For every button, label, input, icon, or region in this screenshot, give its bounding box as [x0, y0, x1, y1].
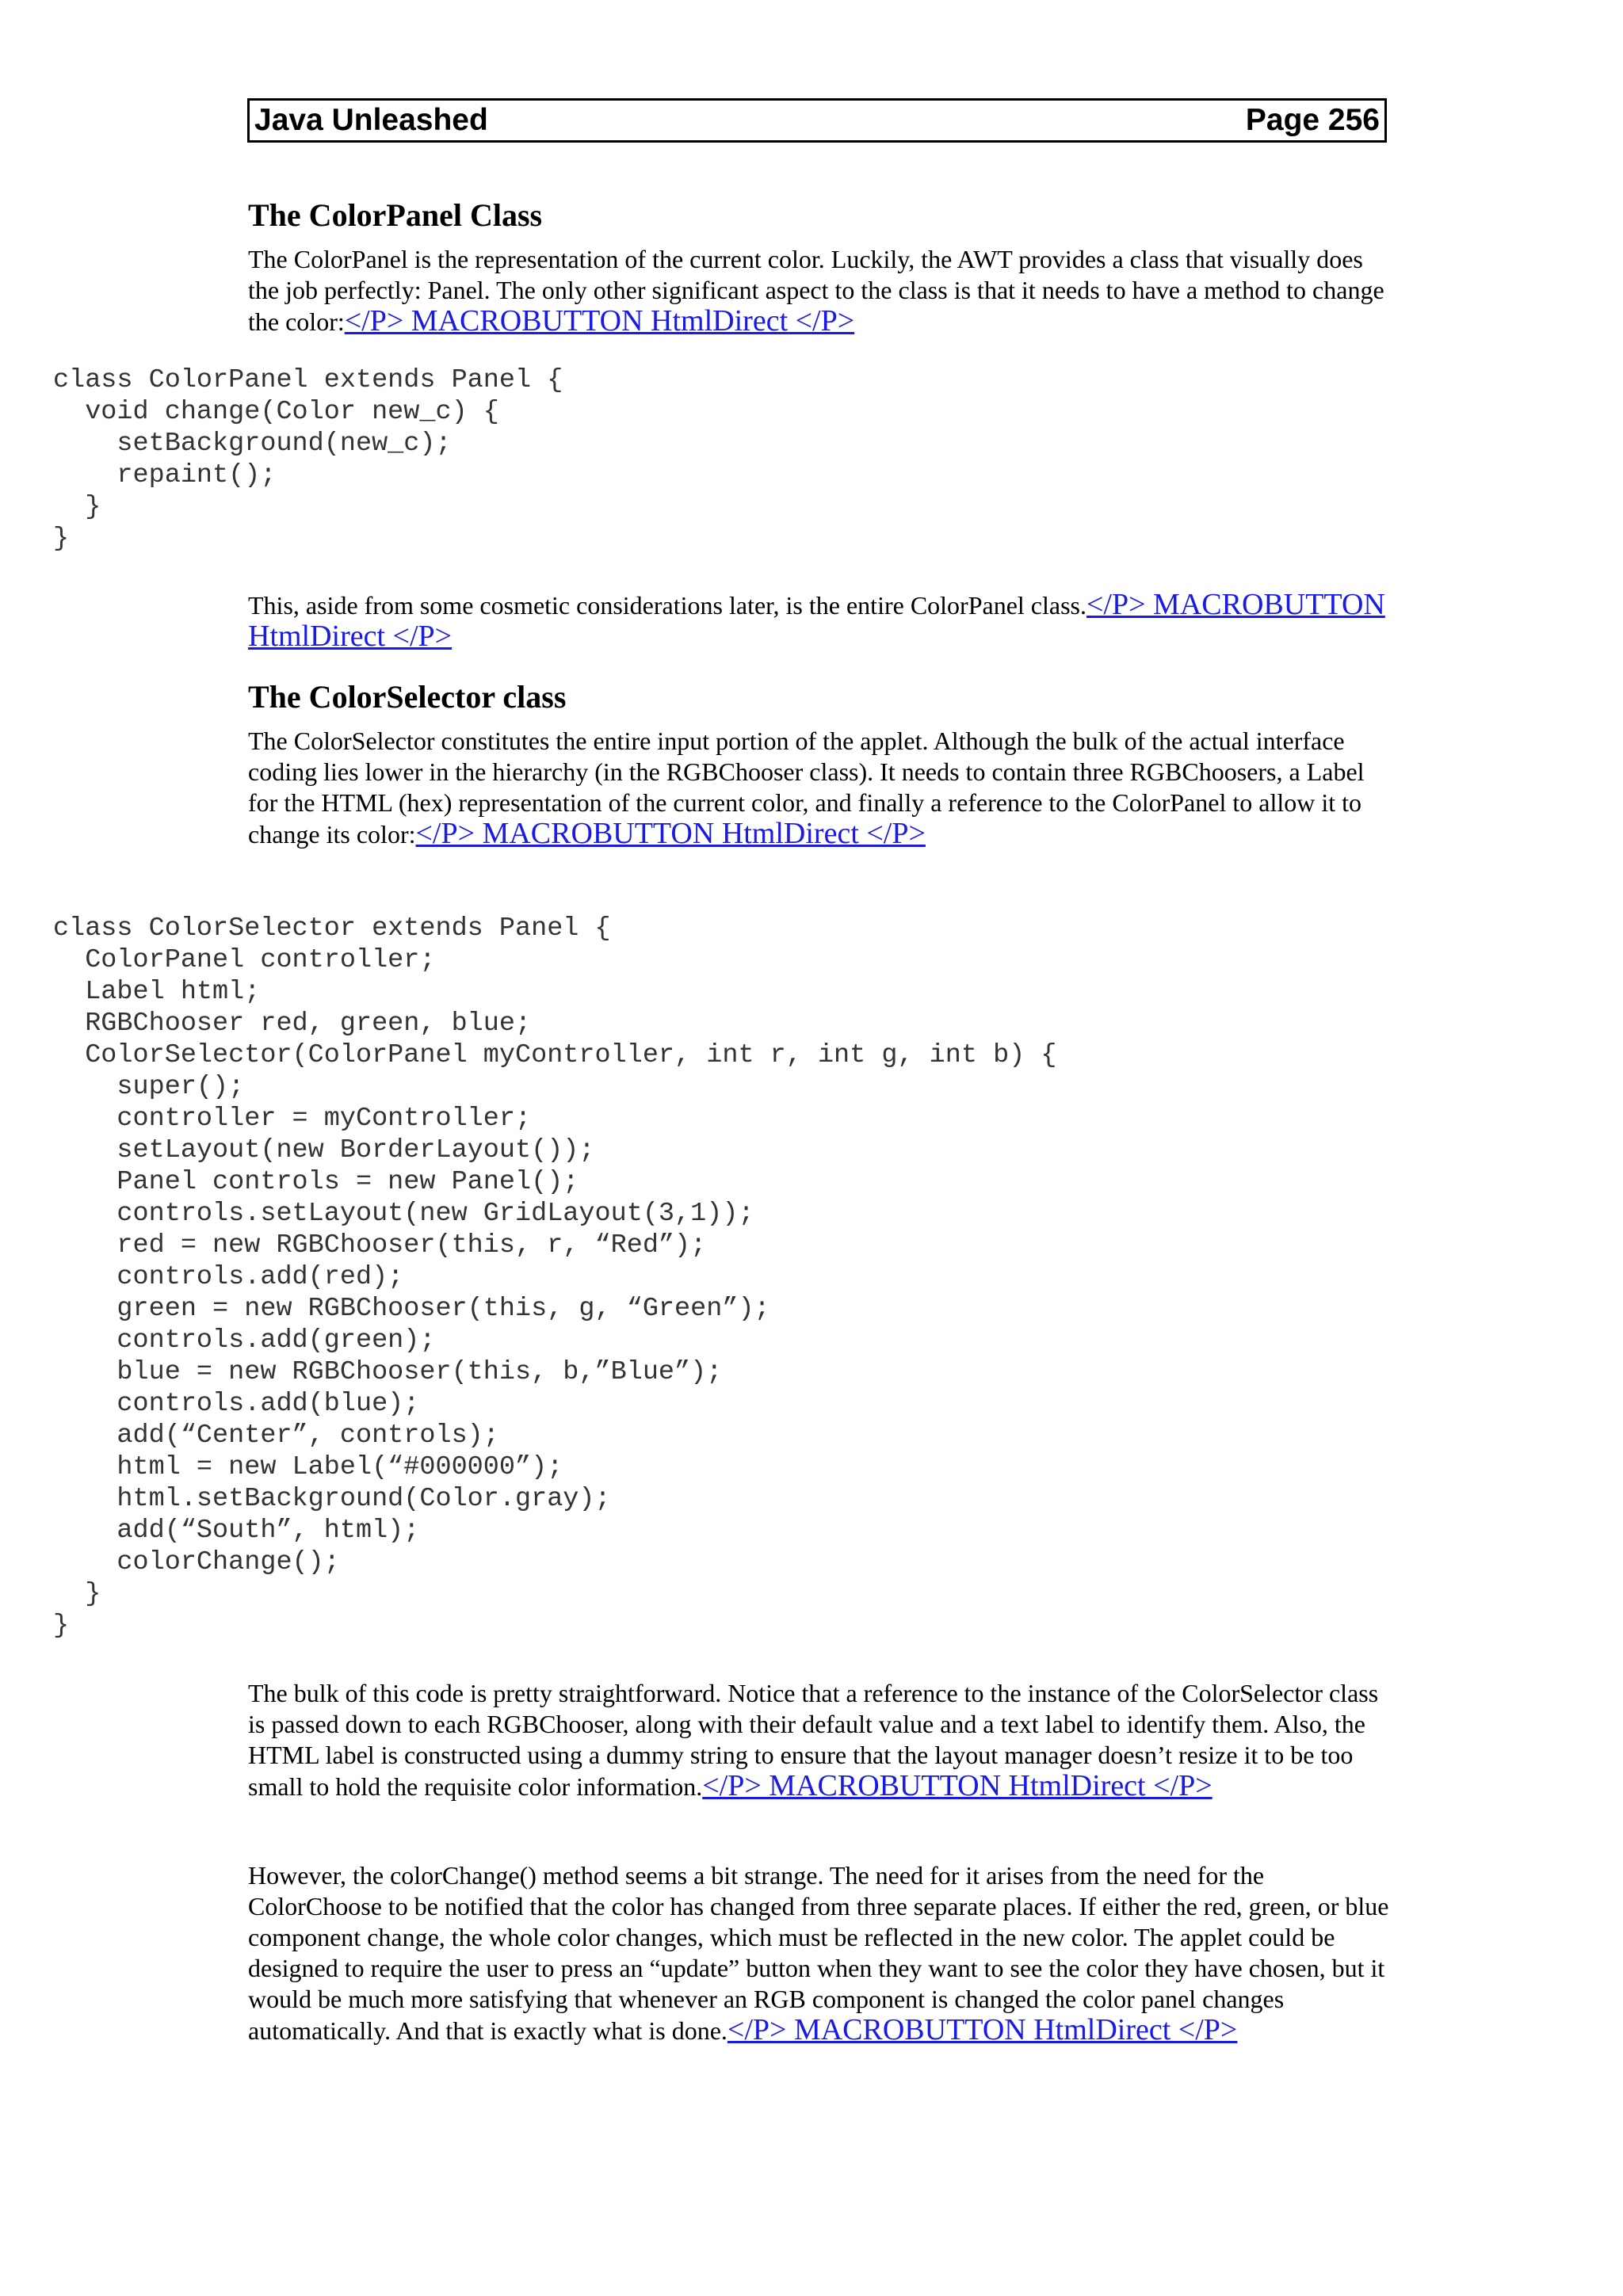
paragraph-colorpanel-summary	[248, 589, 1389, 653]
section-heading: The ColorSelector class	[248, 679, 567, 715]
paragraph	[248, 1860, 1389, 2046]
macrobutton-link[interactable]: </P> MACROBUTTON HtmlDirect </P>	[248, 588, 1385, 653]
macrobutton-link[interactable]: </P> MACROBUTTON HtmlDirect </P>	[415, 817, 926, 850]
paragraph-text: This, aside from some cosmetic considerations later, is the entire ColorPanel class.	[248, 591, 1086, 620]
paragraph	[248, 589, 1389, 653]
section-colorpanel	[248, 196, 1389, 338]
paragraph-code-explanation	[248, 1678, 1389, 1802]
code-block-colorselector: class ColorSelector extends Panel { ColorPanel controller; Label html; RGBChooser red, green, blue; ColorSelector(ColorPanel myController, int r, int g, int b) { super(); controller = myController; setLayout(new BorderLayout()); Panel controls = new Panel(); controls.setLayout(new GridLayout(3,1)); red = new RGBChooser(this, r, “Red”); controls.add(red); green = new RGBChooser(this, g, “Green”); controls.add(green); blue = new RGBChooser(this, b,”Blue”); controls.add(blue); add(“Center”, controls); html = new Label(“#000000”); html.setBackground(Color.gray); add(“South”, html); colorChange(); } }	[53, 913, 1057, 1641]
section-colorselector	[248, 678, 1389, 850]
paragraph	[248, 244, 1389, 338]
macrobutton-link[interactable]: </P> MACROBUTTON HtmlDirect </P>	[344, 304, 855, 338]
paragraph-text: However, the colorChange() method seems a bit strange. The need for it arises from the need for the ColorChoose to be notified that the color has changed from three separate places. If either the red, green, or blue component change, the whole color changes, which must be reflected in the new color. The applet could be designed to require the user to press an “update” button when they want to see the color they have chosen, but it would be much more satisfying that whenever an RGB component is changed the color panel changes automatically. And that is exactly what is done.	[248, 1861, 1389, 2045]
code-block-colorpanel: class ColorPanel extends Panel { void change(Color new_c) { setBackground(new_c); repaint(); } }	[53, 365, 563, 554]
page-number: Page 256	[1245, 103, 1380, 137]
section-heading: The ColorPanel Class	[248, 197, 543, 233]
paragraph-text: The bulk of this code is pretty straightforward. Notice that a reference to the instance of the ColorSelector class is passed down to each RGBChooser, along with their default value and a text label to identify them. Also, the HTML label is constructed using a dummy string to ensure that the layout manager doesn’t resize it to be too small to hold the requisite color information.	[248, 1679, 1379, 1801]
paragraph-text: The ColorSelector constitutes the entire input portion of the applet. Although the bulk of the actual interface coding lies lower in the hierarchy (in the RGBChooser class). It needs to contain three RGBChoosers, a Label for the HTML (hex) representation of the current color, and finally a reference to the ColorPanel to allow it to change its color:	[248, 727, 1365, 849]
book-title: Java Unleashed	[254, 103, 488, 137]
paragraph	[248, 726, 1389, 850]
macrobutton-link[interactable]: </P> MACROBUTTON HtmlDirect </P>	[727, 2013, 1238, 2046]
paragraph-colorchange	[248, 1860, 1389, 2046]
page-header	[247, 98, 1387, 143]
macrobutton-link[interactable]: </P> MACROBUTTON HtmlDirect </P>	[702, 1769, 1212, 1802]
paragraph-text: The ColorPanel is the representation of the current color. Luckily, the AWT provides a class that visually does the job perfectly: Panel. The only other significant aspect to the class is that it needs to have a method to change the color:	[248, 245, 1384, 336]
paragraph	[248, 1678, 1389, 1802]
